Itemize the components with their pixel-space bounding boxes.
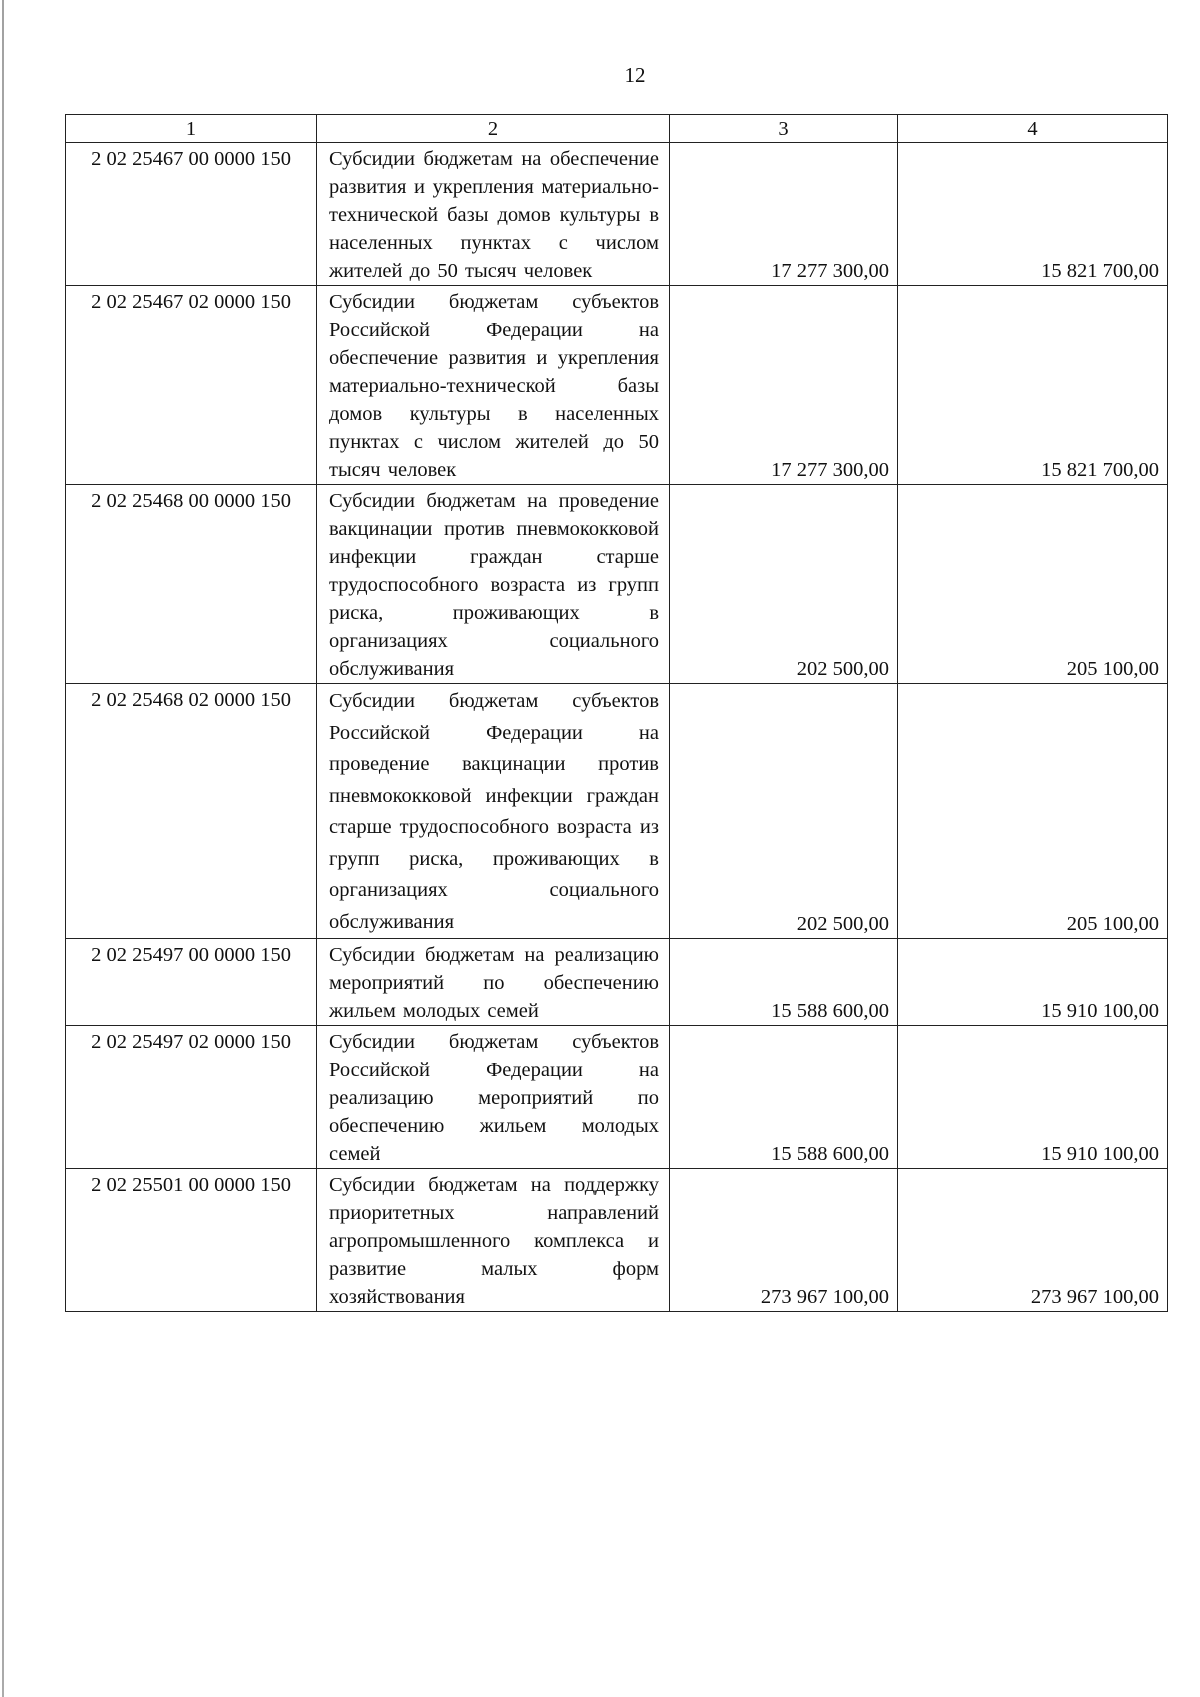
amount-column-4: 273 967 100,00	[898, 1169, 1168, 1312]
amount-column-4: 15 910 100,00	[898, 1026, 1168, 1169]
column-header-2: 2	[317, 115, 670, 143]
revenue-description: Субсидии бюджетам субъектов Российской Федерации на проведение вакцинации против пневмококковой инфекции граждан старше трудоспособного возраста из групп риска, проживающих в организациях социального обслуживания	[317, 684, 670, 939]
column-header-1: 1	[66, 115, 317, 143]
amount-column-3: 15 588 600,00	[670, 1026, 898, 1169]
budget-table	[65, 114, 1168, 1312]
table-header-row	[66, 115, 1168, 143]
amount-column-3: 202 500,00	[670, 485, 898, 684]
table-row	[66, 939, 1168, 1026]
amount-column-3: 202 500,00	[670, 684, 898, 939]
revenue-code: 2 02 25497 00 0000 150	[66, 939, 317, 1026]
revenue-code: 2 02 25467 02 0000 150	[66, 286, 317, 485]
page-number: 12	[624, 63, 646, 87]
revenue-code: 2 02 25468 00 0000 150	[66, 485, 317, 684]
revenue-description: Субсидии бюджетам на обеспечение развития и укрепления материально-технической базы домов культуры в населенных пунктах с числом жителей до 50 тысяч человек	[317, 143, 670, 286]
revenue-code: 2 02 25497 02 0000 150	[66, 1026, 317, 1169]
amount-column-3: 273 967 100,00	[670, 1169, 898, 1312]
revenue-code: 2 02 25467 00 0000 150	[66, 143, 317, 286]
revenue-description: Субсидии бюджетам на реализацию мероприятий по обеспечению жильем молодых семей	[317, 939, 670, 1026]
column-header-3: 3	[670, 115, 898, 143]
amount-column-4: 15 821 700,00	[898, 143, 1168, 286]
table-row	[66, 143, 1168, 286]
amount-column-4: 15 821 700,00	[898, 286, 1168, 485]
table-row	[66, 1169, 1168, 1312]
revenue-description: Субсидии бюджетам субъектов Российской Федерации на обеспечение развития и укрепления материально-технической базы домов культуры в населенных пунктах с числом жителей до 50 тысяч человек	[317, 286, 670, 485]
amount-column-3: 17 277 300,00	[670, 143, 898, 286]
amount-column-3: 15 588 600,00	[670, 939, 898, 1026]
amount-column-3: 17 277 300,00	[670, 286, 898, 485]
revenue-code: 2 02 25468 02 0000 150	[66, 684, 317, 939]
column-header-4: 4	[898, 115, 1168, 143]
table-row	[66, 286, 1168, 485]
amount-column-4: 205 100,00	[898, 485, 1168, 684]
scan-edge-line	[2, 0, 4, 1697]
revenue-description: Субсидии бюджетам на проведение вакцинации против пневмококковой инфекции граждан старше трудоспособного возраста из групп риска, проживающих в организациях социального обслуживания	[317, 485, 670, 684]
revenue-code: 2 02 25501 00 0000 150	[66, 1169, 317, 1312]
table-row	[66, 485, 1168, 684]
table-row	[66, 1026, 1168, 1169]
revenue-description: Субсидии бюджетам субъектов Российской Федерации на реализацию мероприятий по обеспечению жильем молодых семей	[317, 1026, 670, 1169]
amount-column-4: 205 100,00	[898, 684, 1168, 939]
revenue-description: Субсидии бюджетам на поддержку приоритетных направлений агропромышленного комплекса и развитие малых форм хозяйствования	[317, 1169, 670, 1312]
table-row	[66, 684, 1168, 939]
amount-column-4: 15 910 100,00	[898, 939, 1168, 1026]
